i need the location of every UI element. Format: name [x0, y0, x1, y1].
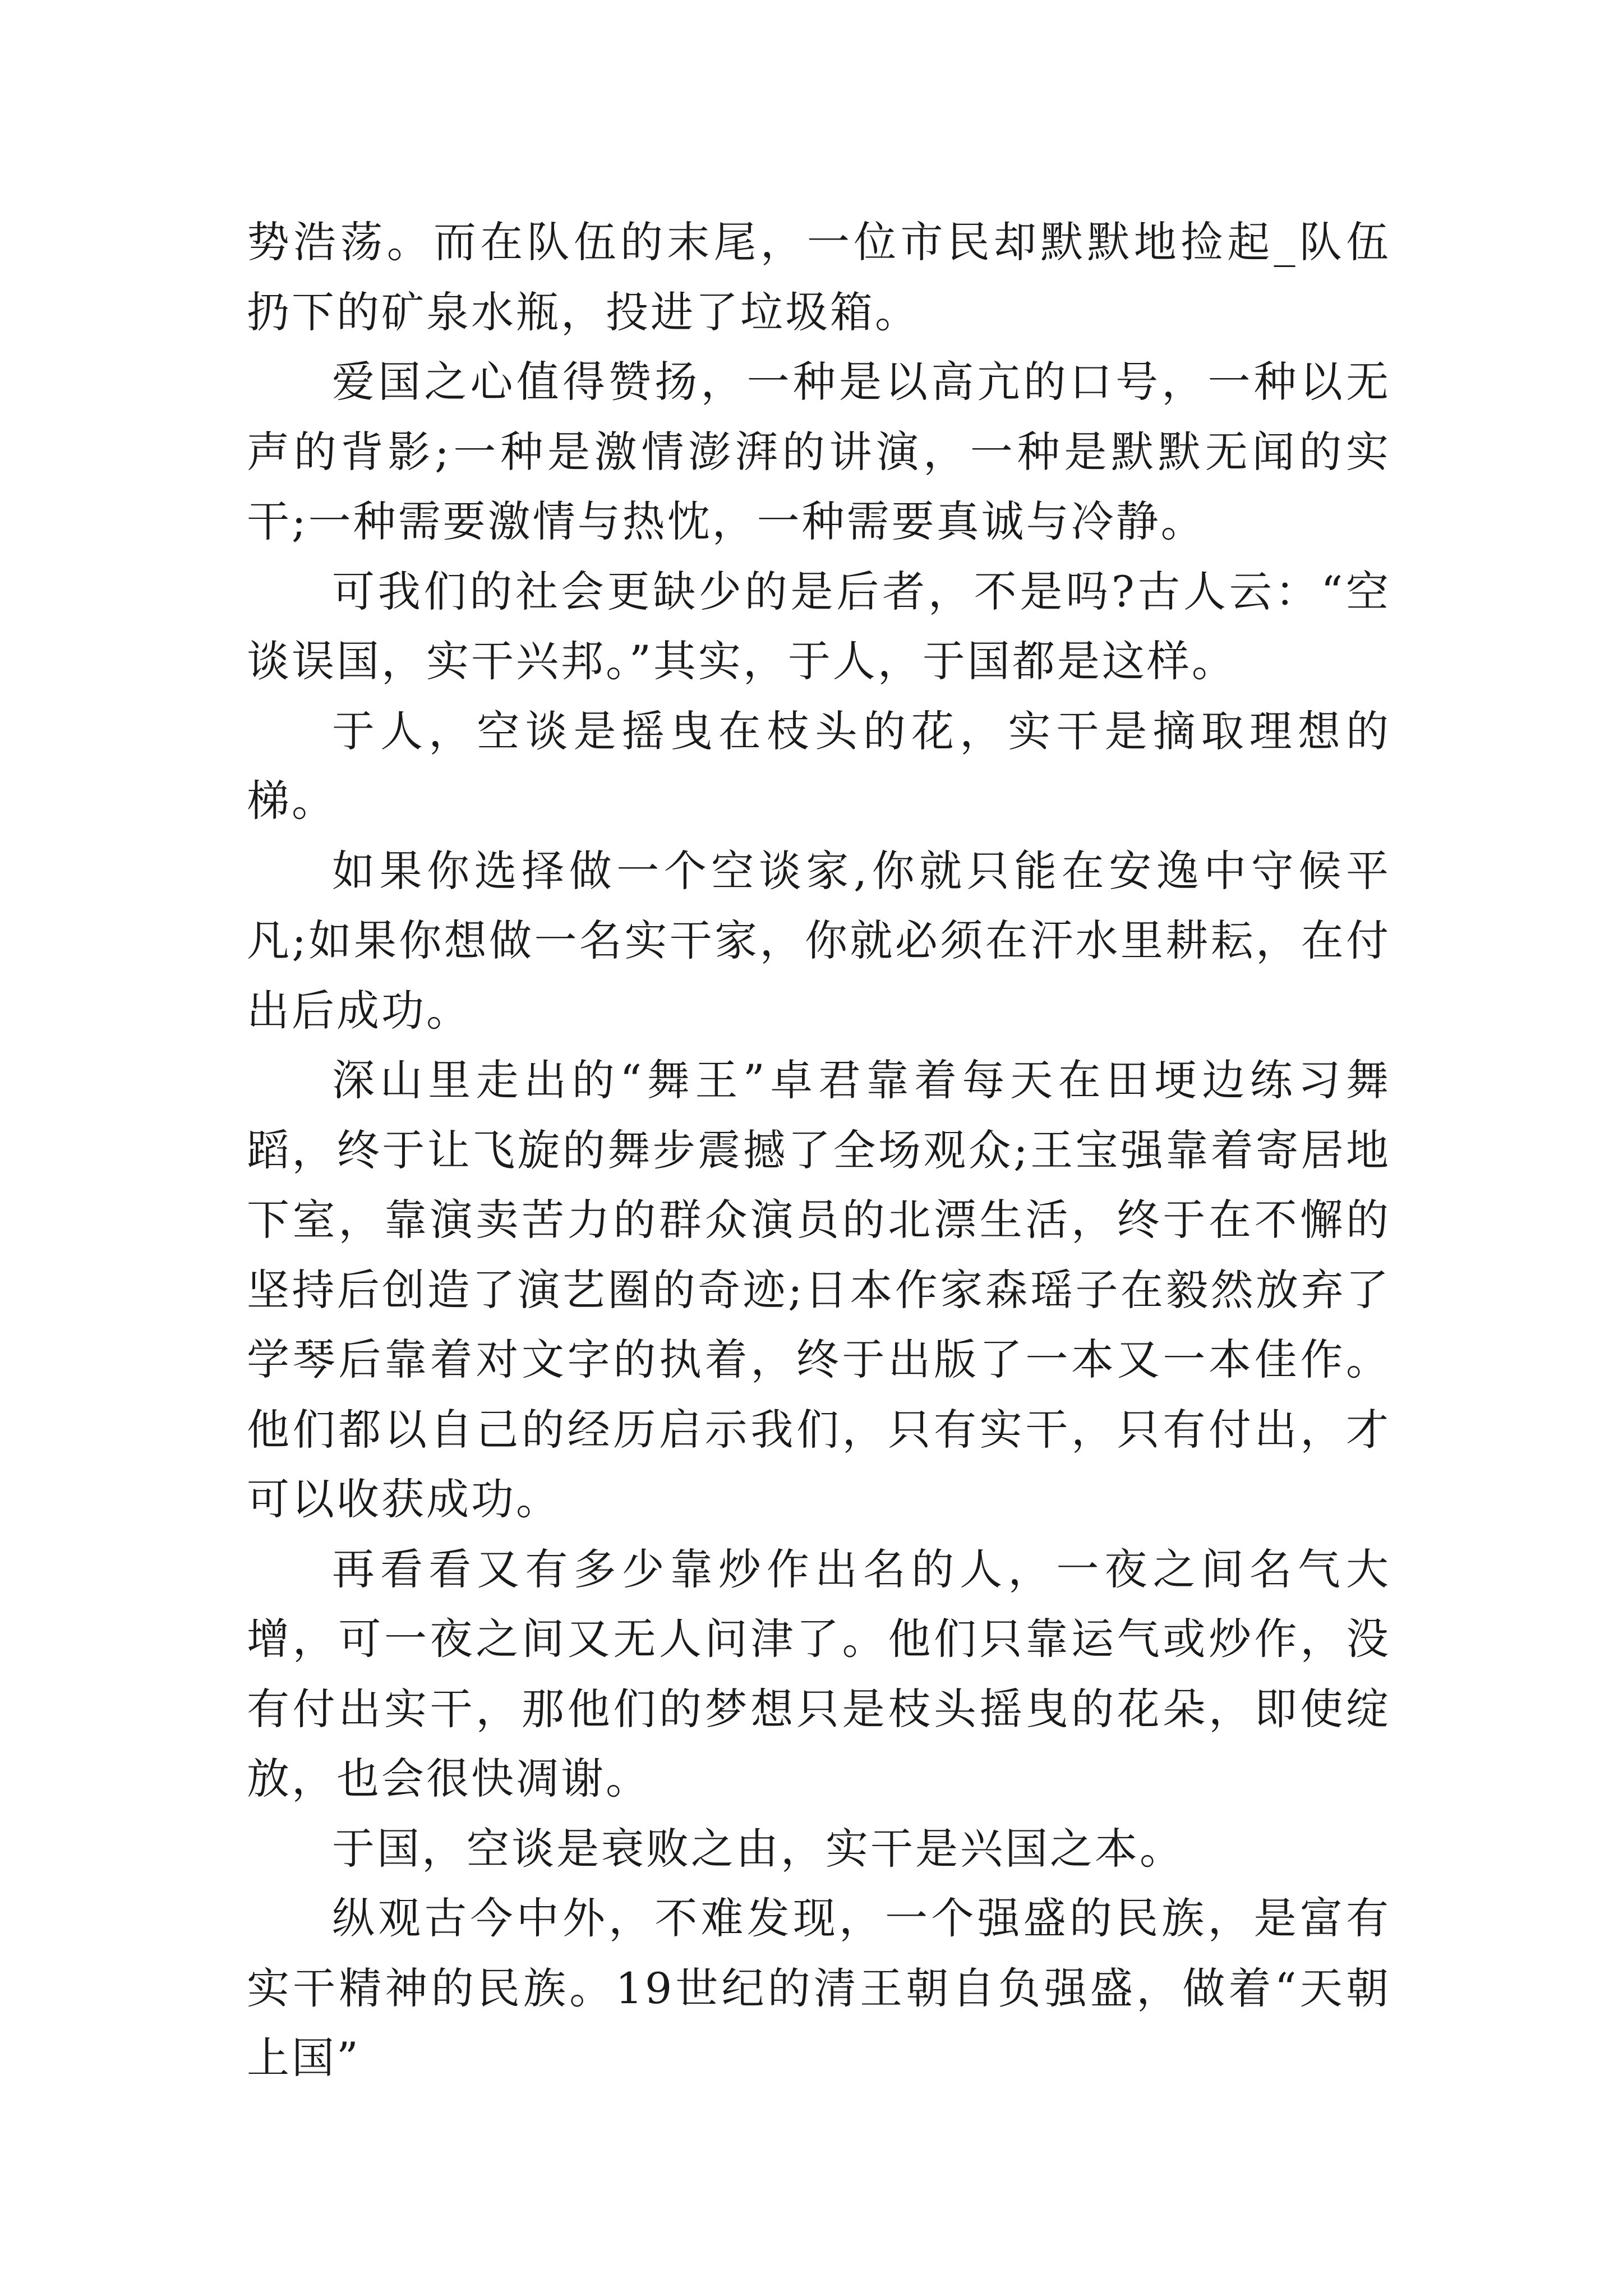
paragraph-3: 可我们的社会更缺少的是后者，不是吗?古人云：“空谈误国，实干兴邦。”其实，于人，于国都是这样。 [247, 566, 1391, 686]
paragraph-7: 再看看又有多少靠炒作出名的人，一夜之间名气大增，可一夜之间又无人问津了。他们只靠运气或炒作，没有付出实干，那他们的梦想只是枝头摇曳的花朵，即使绽放，也会很快凋谢。 [247, 1544, 1391, 1803]
paragraph-5: 如果你选择做一个空谈家,你就只能在安逸中守候平凡;如果你想做一名实干家，你就必须在汗水里耕耘，在付出后成功。 [247, 845, 1391, 1036]
paragraph-4: 于人，空谈是摇曳在枝头的花，实干是摘取理想的梯。 [247, 706, 1391, 826]
paragraph-6: 深山里走出的“舞王”卓君靠着每天在田埂边练习舞蹈，终于让飞旋的舞步震撼了全场观众;王宝强靠着寄居地下室，靠演卖苦力的群众演员的北漂生活，终于在不懈的坚持后创造了演艺圈的奇迹;日本作家森瑶子在毅然放弃了学琴后靠着对文字的执着，终于出版了一本又一本佳作。他们都以自己的经历启示我们，只有实干，只有付出，才可以收获成功。 [247, 1055, 1391, 1524]
paragraph-1: 势浩荡。而在队伍的末尾，一位市民却默默地捡起_队伍扔下的矿泉水瓶，投进了垃圾箱。 [247, 217, 1391, 337]
document-body [247, 208, 1391, 2093]
paragraph-9: 纵观古今中外，不难发现，一个强盛的民族，是富有实干精神的民族。19世纪的清王朝自负强盛，做着“天朝上国” [247, 1893, 1391, 2083]
paragraph-8: 于国，空谈是衰败之由，实干是兴国之本。 [332, 1823, 1184, 1874]
paragraph-2: 爱国之心值得赞扬，一种是以高亢的口号，一种以无声的背影;一种是激情澎湃的讲演，一种是默默无闻的实干;一种需要激情与热忱，一种需要真诚与冷静。 [247, 357, 1391, 546]
